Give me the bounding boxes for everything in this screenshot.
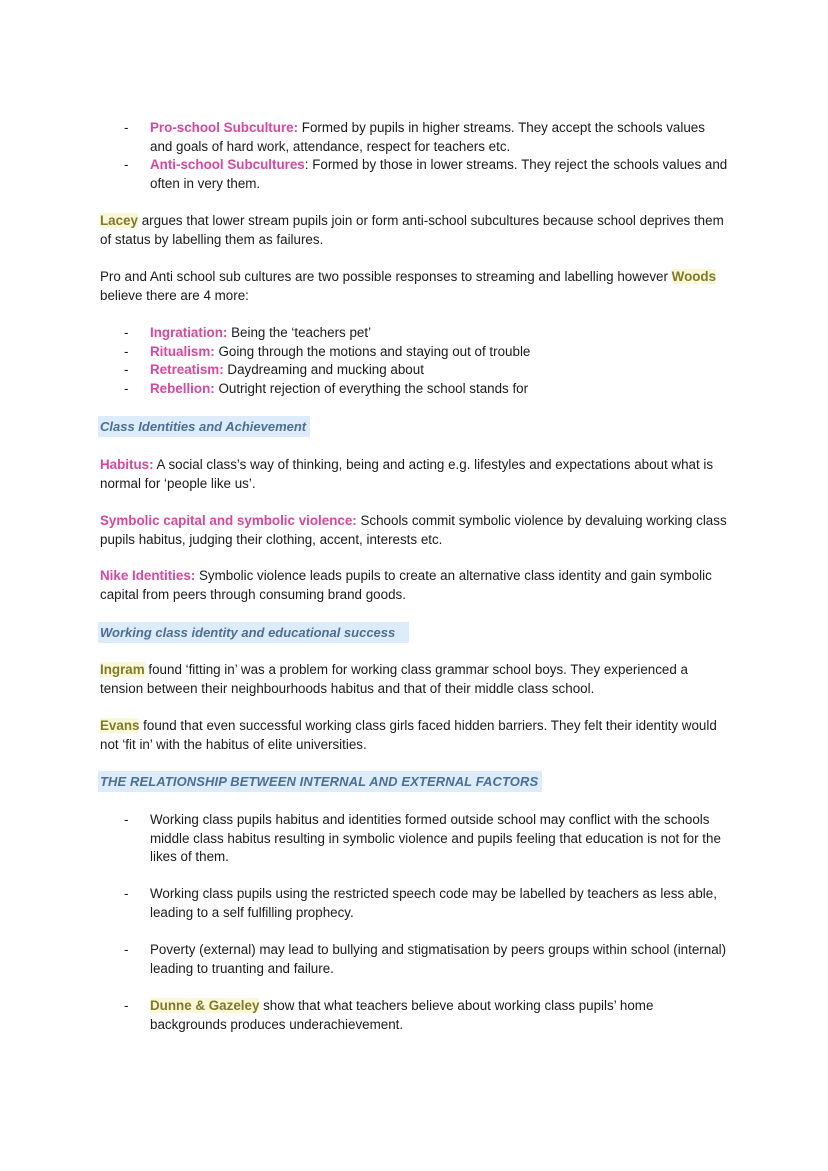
- woods-paragraph: [100, 268, 730, 305]
- heading-text: THE RELATIONSHIP BETWEEN INTERNAL AND EXTERNAL FACTORS: [98, 771, 542, 792]
- relationship-list: [100, 811, 730, 867]
- term-retreatism: Retreatism:: [150, 362, 224, 378]
- paragraph-text: argues that lower stream pupils join or form anti-school subcultures because school deprives them of status by labelling them as failures.: [100, 213, 724, 247]
- definition-text: Being the ‘teachers pet’: [227, 325, 372, 340]
- list-item: [100, 343, 730, 362]
- list-item: [100, 380, 730, 399]
- definition-text: Schools commit symbolic violence by devaluing working class pupils habitus, judging their clothing, accent, interests etc.: [100, 513, 727, 547]
- term-habitus: Habitus:: [100, 457, 154, 472]
- list-item: [100, 156, 730, 193]
- definition-text: Formed by pupils in higher streams. They accept the schools values and goals of hard work, attendance, respect for teachers etc.: [150, 120, 705, 154]
- paragraph-text: Pro and Anti school sub cultures are two possible responses to streaming and labelling however: [100, 269, 672, 284]
- sociologist-name: Woods: [671, 269, 717, 284]
- term-rebellion: Rebellion:: [150, 381, 215, 397]
- list-item: [100, 361, 730, 380]
- sociologist-name: Lacey: [100, 213, 138, 228]
- definition-text: Daydreaming and mucking about: [223, 362, 424, 378]
- section-heading-relationship: [100, 773, 542, 792]
- section-heading-working-class: [100, 624, 409, 643]
- list-item: [100, 811, 730, 867]
- paragraph-text: found that even successful working class girls faced hidden barriers. They felt their identity would not ‘fit in’ with the habitus of elite universities.: [100, 718, 717, 752]
- sociologist-name: Dunne & Gazeley: [150, 998, 260, 1013]
- bullet-dash: -: [124, 381, 129, 397]
- term-anti-school: Anti-school Subcultures: [150, 157, 305, 173]
- bullet-dash: -: [124, 362, 129, 378]
- ingram-paragraph: [100, 661, 730, 698]
- definition-text: Outright rejection of everything the school stands for: [214, 381, 529, 397]
- relationship-list: [100, 941, 730, 978]
- definition-text: A social class’s way of thinking, being and acting e.g. lifestyles and expectations about what is normal for ‘people like us’.: [100, 457, 714, 491]
- bullet-text: show that what teachers believe about working class pupils’ home backgrounds produces underachievement.: [150, 998, 654, 1032]
- list-item: [100, 997, 730, 1034]
- bullet-dash: -: [124, 998, 129, 1013]
- lacey-paragraph: [100, 212, 730, 249]
- term-ingratiation: Ingratiation:: [150, 325, 228, 340]
- paragraph-text: believe there are 4 more:: [100, 287, 249, 303]
- list-item: [100, 885, 730, 922]
- bullet-dash: -: [124, 942, 129, 957]
- subculture-list: [100, 119, 730, 194]
- term-nike-identities: Nike Identities:: [100, 568, 196, 583]
- definition-text: Symbolic violence leads pupils to create an alternative class identity and gain symbolic capital from peers through consuming brand goods.: [100, 568, 712, 602]
- bullet-dash: -: [124, 325, 129, 340]
- heading-text: Working class identity and educational success: [98, 622, 409, 643]
- definition-text: Going through the motions and staying out of trouble: [214, 343, 531, 359]
- list-item: [100, 119, 730, 156]
- definition-text: : Formed by those in lower streams. They reject the schools values and often in very them.: [150, 157, 728, 192]
- bullet-dash: -: [124, 157, 129, 173]
- bullet-text: Poverty (external) may lead to bullying and stigmatisation by peers groups within school (internal) leading to truanting and failure.: [150, 942, 727, 976]
- section-heading-class-identities: [100, 418, 310, 437]
- relationship-list: [100, 997, 730, 1034]
- symbolic-paragraph: [100, 512, 730, 549]
- evans-paragraph: [100, 717, 730, 754]
- sociologist-name: Ingram: [100, 662, 145, 677]
- heading-text: Class Identities and Achievement: [98, 416, 310, 437]
- habitus-paragraph: [100, 456, 730, 493]
- list-item: [100, 324, 730, 343]
- term-symbolic-capital: Symbolic capital and symbolic violence:: [100, 513, 357, 528]
- bullet-text: Working class pupils habitus and identities formed outside school may conflict with the schools middle class habitus resulting in symbolic violence and pupils feeling that education is not for the likes of them.: [150, 812, 721, 865]
- bullet-dash: -: [124, 120, 129, 135]
- bullet-text: Working class pupils using the restricted speech code may be labelled by teachers as less able, leading to a self fulfilling prophecy.: [150, 886, 717, 920]
- term-pro-school: Pro-school Subculture:: [150, 120, 299, 135]
- sociologist-name: Evans: [100, 718, 140, 733]
- bullet-dash: -: [124, 812, 129, 827]
- paragraph-text: found ‘fitting in’ was a problem for working class grammar school boys. They experienced a tension between their neighbourhoods habitus and that of their middle class school.: [100, 662, 688, 696]
- bullet-dash: -: [124, 886, 129, 901]
- bullet-dash: -: [124, 343, 129, 359]
- list-item: [100, 941, 730, 978]
- term-ritualism: Ritualism:: [150, 343, 215, 359]
- nike-paragraph: [100, 567, 730, 604]
- woods-responses-list: [100, 324, 730, 399]
- relationship-list: [100, 885, 730, 922]
